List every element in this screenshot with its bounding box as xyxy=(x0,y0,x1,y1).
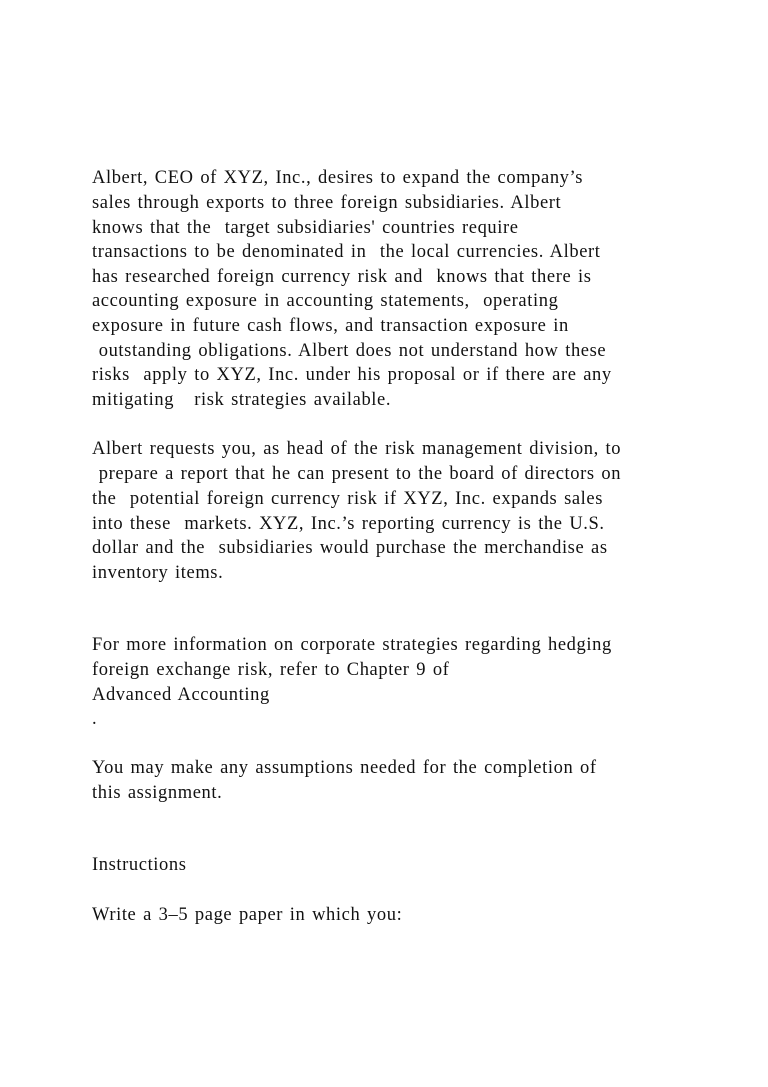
text-line: You may make any assumptions needed for the completion of xyxy=(92,758,597,778)
instructions-heading: Instructions xyxy=(92,855,187,875)
text-line: into these markets. XYZ, Inc.’s reporting currency is the U.S. xyxy=(92,514,605,534)
text-line: accounting exposure in accounting statements, operating xyxy=(92,291,559,311)
text-line: mitigating risk strategies available. xyxy=(92,390,392,410)
text-line: this assignment. xyxy=(92,783,223,803)
book-title: Advanced Accounting xyxy=(92,685,270,705)
instruction-text: Write a 3–5 page paper in which you: xyxy=(92,905,403,925)
text-line: exposure in future cash flows, and transaction exposure in xyxy=(92,316,569,336)
text-line: prepare a report that he can present to the board of directors on xyxy=(92,464,622,484)
text-line: has researched foreign currency risk and knows that there is xyxy=(92,267,592,287)
text-line: dollar and the subsidiaries would purchase the merchandise as xyxy=(92,538,608,558)
text-line: outstanding obligations. Albert does not understand how these xyxy=(92,341,607,361)
text-line: foreign exchange risk, refer to Chapter 9 of xyxy=(92,660,450,680)
text-line: Albert requests you, as head of the risk management division, to xyxy=(92,439,622,459)
text-line: inventory items. xyxy=(92,563,224,583)
text-line: the potential foreign currency risk if XYZ, Inc. expands sales xyxy=(92,489,604,509)
text-line: transactions to be denominated in the local currencies. Albert xyxy=(92,242,601,262)
text-line: Albert, CEO of XYZ, Inc., desires to expand the company’s xyxy=(92,168,584,188)
text-line: knows that the target subsidiaries' countries require xyxy=(92,218,519,238)
text-line: sales through exports to three foreign subsidiaries. Albert xyxy=(92,193,562,213)
text-line: For more information on corporate strategies regarding hedging xyxy=(92,635,612,655)
text-line: . xyxy=(92,709,98,729)
text-line: risks apply to XYZ, Inc. under his proposal or if there are any xyxy=(92,365,612,385)
